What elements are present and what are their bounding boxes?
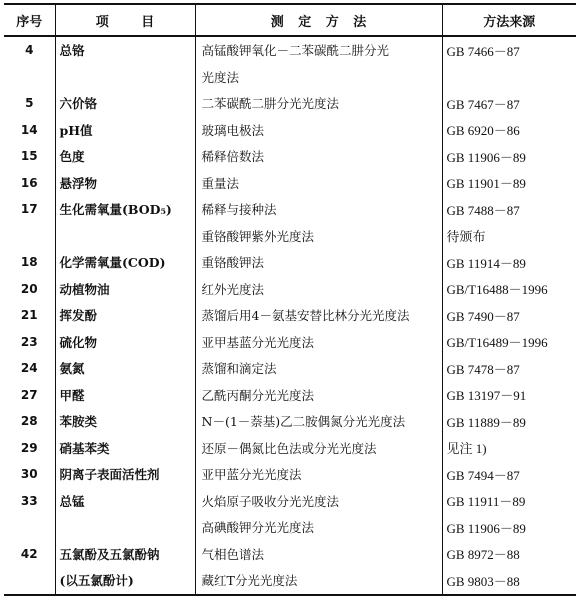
- cell-source: GB 11889－89: [442, 408, 576, 435]
- cell-no: 18: [20, 255, 38, 270]
- cell-method: 红外光度法: [195, 276, 442, 303]
- cell-item: pH值: [55, 117, 195, 144]
- cell-item: 六价铬: [55, 90, 195, 117]
- header-no: 序号: [4, 4, 55, 36]
- table-row: [4, 223, 576, 250]
- cell-item: 化学需氧量(COD): [55, 249, 195, 276]
- cell-source: [442, 64, 576, 91]
- table-header: [4, 4, 576, 36]
- table-body: [4, 36, 576, 595]
- table-row: [4, 408, 576, 435]
- cell-no: 15: [20, 149, 38, 164]
- cell-item: 硝基苯类: [55, 435, 195, 462]
- cell-method: 稀释与接种法: [195, 196, 442, 223]
- cell-item: 氨氮: [55, 355, 195, 382]
- cell-method: 重量法: [195, 170, 442, 197]
- cell-item: 总锰: [55, 488, 195, 515]
- cell-method: 亚甲基蓝分光光度法: [195, 329, 442, 356]
- cell-no: 24: [20, 361, 38, 376]
- cell-method: 火焰原子吸收分光光度法: [195, 488, 442, 515]
- cell-no: 14: [20, 122, 38, 137]
- cell-source: GB 11901－89: [442, 170, 576, 197]
- standards-table: [4, 3, 576, 596]
- table-row: [4, 143, 576, 170]
- table-row: [4, 117, 576, 144]
- cell-method: 高碘酸钾分光光度法: [195, 514, 442, 541]
- cell-source: GB 7490－87: [442, 302, 576, 329]
- cell-item: [55, 223, 195, 250]
- cell-method: 乙酰丙酮分光光度法: [195, 382, 442, 409]
- table-row: [4, 249, 576, 276]
- cell-method: 光度法: [195, 64, 442, 91]
- table-row: [4, 64, 576, 91]
- cell-no: 42: [20, 546, 38, 561]
- cell-item: 五氯酚及五氯酚钠: [55, 541, 195, 568]
- header-method: 测 定 方 法: [195, 4, 442, 36]
- table-row: [4, 355, 576, 382]
- table-row: [4, 302, 576, 329]
- cell-source: GB 7466－87: [442, 36, 576, 64]
- cell-source: GB 9803－88: [442, 567, 576, 595]
- table-row: [4, 196, 576, 223]
- cell-source: GB 7467－87: [442, 90, 576, 117]
- cell-method: 藏红T分光光度法: [195, 567, 442, 595]
- cell-source: 见注 1): [442, 435, 576, 462]
- cell-no: 33: [20, 493, 38, 508]
- cell-method: 重铬酸钾紫外光度法: [195, 223, 442, 250]
- cell-item: 悬浮物: [55, 170, 195, 197]
- cell-method: 蒸馏和滴定法: [195, 355, 442, 382]
- cell-source: GB 13197－91: [442, 382, 576, 409]
- table-row: [4, 329, 576, 356]
- cell-method: 二苯碳酰二肼分光光度法: [195, 90, 442, 117]
- cell-item: 色度: [55, 143, 195, 170]
- cell-item: 硫化物: [55, 329, 195, 356]
- cell-no: [4, 514, 55, 541]
- cell-source: GB/T16489－1996: [442, 329, 576, 356]
- cell-method: 高锰酸钾氧化－二苯碳酰二肼分光: [195, 36, 442, 64]
- cell-method: 蒸馏后用4－氨基安替比林分光光度法: [195, 302, 442, 329]
- cell-source: GB 7478－87: [442, 355, 576, 382]
- cell-source: 待颁布: [442, 223, 576, 250]
- cell-item: 苯胺类: [55, 408, 195, 435]
- table-row: [4, 90, 576, 117]
- cell-method: 玻璃电极法: [195, 117, 442, 144]
- cell-method: N－(1－萘基)乙二胺偶氮分光光度法: [195, 408, 442, 435]
- cell-source: GB 8972－88: [442, 541, 576, 568]
- table-row: [4, 461, 576, 488]
- cell-source: GB/T16488－1996: [442, 276, 576, 303]
- cell-no: 21: [20, 308, 38, 323]
- cell-no: 28: [20, 414, 38, 429]
- cell-source: GB 7488－87: [442, 196, 576, 223]
- cell-no: 20: [20, 281, 38, 296]
- cell-method: 还原－偶氮比色法或分光光度法: [195, 435, 442, 462]
- table-row: [4, 36, 576, 64]
- header-item: 项 目: [55, 4, 195, 36]
- cell-item: 总铬: [55, 36, 195, 64]
- cell-source: GB 6920－86: [442, 117, 576, 144]
- cell-no: 17: [20, 202, 38, 217]
- cell-no: [4, 567, 55, 595]
- cell-source: GB 11906－89: [442, 143, 576, 170]
- cell-item: 动植物油: [55, 276, 195, 303]
- cell-no: 16: [20, 175, 38, 190]
- table-row: [4, 488, 576, 515]
- cell-item: (以五氯酚计): [55, 567, 195, 595]
- table-row: [4, 170, 576, 197]
- standards-table-container: [4, 3, 576, 596]
- cell-source: GB 11914－89: [442, 249, 576, 276]
- cell-item: [55, 64, 195, 91]
- cell-no: 29: [20, 440, 38, 455]
- table-row: [4, 567, 576, 595]
- cell-item: [55, 514, 195, 541]
- cell-method: 稀释倍数法: [195, 143, 442, 170]
- table-row: [4, 514, 576, 541]
- cell-source: GB 11911－89: [442, 488, 576, 515]
- cell-item: 生化需氧量(BOD₅): [55, 196, 195, 223]
- cell-no: [4, 64, 55, 91]
- cell-no: 27: [20, 387, 38, 402]
- cell-no: [4, 223, 55, 250]
- cell-no: 23: [20, 334, 38, 349]
- table-row: [4, 541, 576, 568]
- cell-method: 亚甲蓝分光光度法: [195, 461, 442, 488]
- cell-source: GB 7494－87: [442, 461, 576, 488]
- cell-item: 挥发酚: [55, 302, 195, 329]
- cell-item: 甲醛: [55, 382, 195, 409]
- cell-source: GB 11906－89: [442, 514, 576, 541]
- cell-method: 气相色谱法: [195, 541, 442, 568]
- table-row: [4, 382, 576, 409]
- cell-no: 5: [25, 96, 34, 111]
- table-row: [4, 276, 576, 303]
- cell-no: 4: [25, 43, 34, 58]
- cell-no: 30: [20, 467, 38, 482]
- cell-method: 重铬酸钾法: [195, 249, 442, 276]
- header-source: 方法来源: [442, 4, 576, 36]
- header-row: [4, 4, 576, 36]
- table-row: [4, 435, 576, 462]
- cell-item: 阴离子表面活性剂: [55, 461, 195, 488]
